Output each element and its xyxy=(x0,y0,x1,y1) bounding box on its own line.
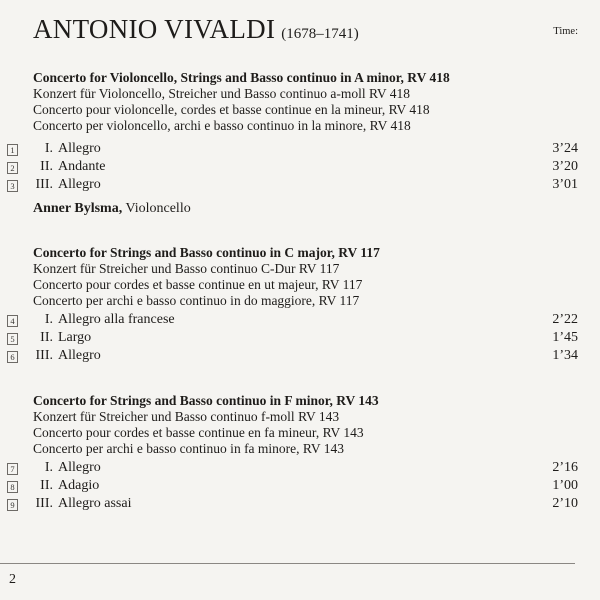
movement-roman: II. xyxy=(40,330,53,345)
movement-roman: III. xyxy=(35,348,53,363)
movement-title xyxy=(33,460,101,476)
movement-name: Andante xyxy=(58,159,106,174)
track-row[interactable] xyxy=(0,478,600,496)
composer-heading xyxy=(33,14,359,45)
movement-roman: III. xyxy=(35,496,53,511)
movement-title xyxy=(33,348,101,364)
work-title-german: Konzert für Violoncello, Streicher und Basso continuo a-moll RV 418 xyxy=(33,86,411,101)
track-duration: 2’16 xyxy=(552,460,578,475)
track-row[interactable] xyxy=(0,141,600,159)
work-title-french: Concerto pour cordes et basse continue en fa mineur, RV 143 xyxy=(33,425,364,440)
track-row[interactable] xyxy=(0,496,600,514)
track-row[interactable] xyxy=(0,312,600,330)
movement-title xyxy=(33,159,105,175)
movement-roman: I. xyxy=(44,141,53,156)
track-duration: 3’20 xyxy=(552,159,578,174)
work-title-french: Concerto pour violoncelle, cordes et basse continue en la mineur, RV 418 xyxy=(33,102,430,117)
movement-title xyxy=(33,330,91,346)
track-row[interactable] xyxy=(0,177,600,195)
track-row[interactable] xyxy=(0,330,600,348)
performer-name: Anner Bylsma, xyxy=(33,201,123,216)
track-number-box: 9 xyxy=(7,499,18,511)
track-number-box: 8 xyxy=(7,481,18,493)
track-duration: 2’22 xyxy=(552,312,578,327)
work-title-english: Concerto for Strings and Basso continuo in F minor, RV 143 xyxy=(33,393,379,408)
track-number-box: 5 xyxy=(7,333,18,345)
movement-title xyxy=(33,177,101,193)
movement-name: Adagio xyxy=(58,478,100,493)
movement-title xyxy=(33,312,175,328)
work-title-italian: Concerto per violoncello, archi e basso continuo in la minore, RV 418 xyxy=(33,118,411,133)
work-title-italian: Concerto per archi e basso continuo in do maggiore, RV 117 xyxy=(33,293,360,308)
track-row[interactable] xyxy=(0,460,600,478)
movement-title xyxy=(33,478,99,494)
track-duration: 1’45 xyxy=(552,330,578,345)
page-number: 2 xyxy=(9,572,16,587)
time-column-label: Time: xyxy=(553,26,578,37)
movement-name: Allegro xyxy=(58,348,101,363)
performer-credit xyxy=(33,201,191,217)
track-number-box: 3 xyxy=(7,180,18,192)
track-number-box: 2 xyxy=(7,162,18,174)
work-title-german: Konzert für Streicher und Basso continuo C-Dur RV 117 xyxy=(33,261,340,276)
track-duration: 1’34 xyxy=(552,348,578,363)
footer-divider xyxy=(0,563,575,564)
track-number-box: 6 xyxy=(7,351,18,363)
track-duration: 2’10 xyxy=(552,496,578,511)
track-row[interactable] xyxy=(0,159,600,177)
movement-name: Allegro xyxy=(58,177,101,192)
work-title-french: Concerto pour cordes et basse continue en ut majeur, RV 117 xyxy=(33,277,363,292)
movement-roman: II. xyxy=(40,159,53,174)
track-duration: 3’01 xyxy=(552,177,578,192)
work-title-english: Concerto for Violoncello, Strings and Basso continuo in A minor, RV 418 xyxy=(33,70,450,85)
movement-roman: III. xyxy=(35,177,53,192)
movement-roman: I. xyxy=(44,460,53,475)
track-duration: 3’24 xyxy=(552,141,578,156)
movement-roman: II. xyxy=(40,478,53,493)
work-title-italian: Concerto per archi e basso continuo in fa minore, RV 143 xyxy=(33,441,344,456)
track-duration: 1’00 xyxy=(552,478,578,493)
movement-name: Largo xyxy=(58,330,92,345)
track-number-box: 4 xyxy=(7,315,18,327)
movement-title xyxy=(33,141,101,157)
track-row[interactable] xyxy=(0,348,600,366)
movement-name: Allegro assai xyxy=(58,496,132,511)
composer-dates: (1678–1741) xyxy=(281,26,359,42)
work-title-german: Konzert für Streicher und Basso continuo f-moll RV 143 xyxy=(33,409,340,424)
movement-title xyxy=(33,496,131,512)
track-number-box: 1 xyxy=(7,144,18,156)
track-number-box: 7 xyxy=(7,463,18,475)
work-title-english: Concerto for Strings and Basso continuo in C major, RV 117 xyxy=(33,245,380,260)
movement-roman: I. xyxy=(44,312,53,327)
performer-role: Violoncello xyxy=(122,201,191,216)
movement-name: Allegro alla francese xyxy=(58,312,175,327)
movement-name: Allegro xyxy=(58,141,101,156)
movement-name: Allegro xyxy=(58,460,101,475)
composer-name: ANTONIO VIVALDI xyxy=(33,14,276,44)
page-header xyxy=(33,14,578,54)
